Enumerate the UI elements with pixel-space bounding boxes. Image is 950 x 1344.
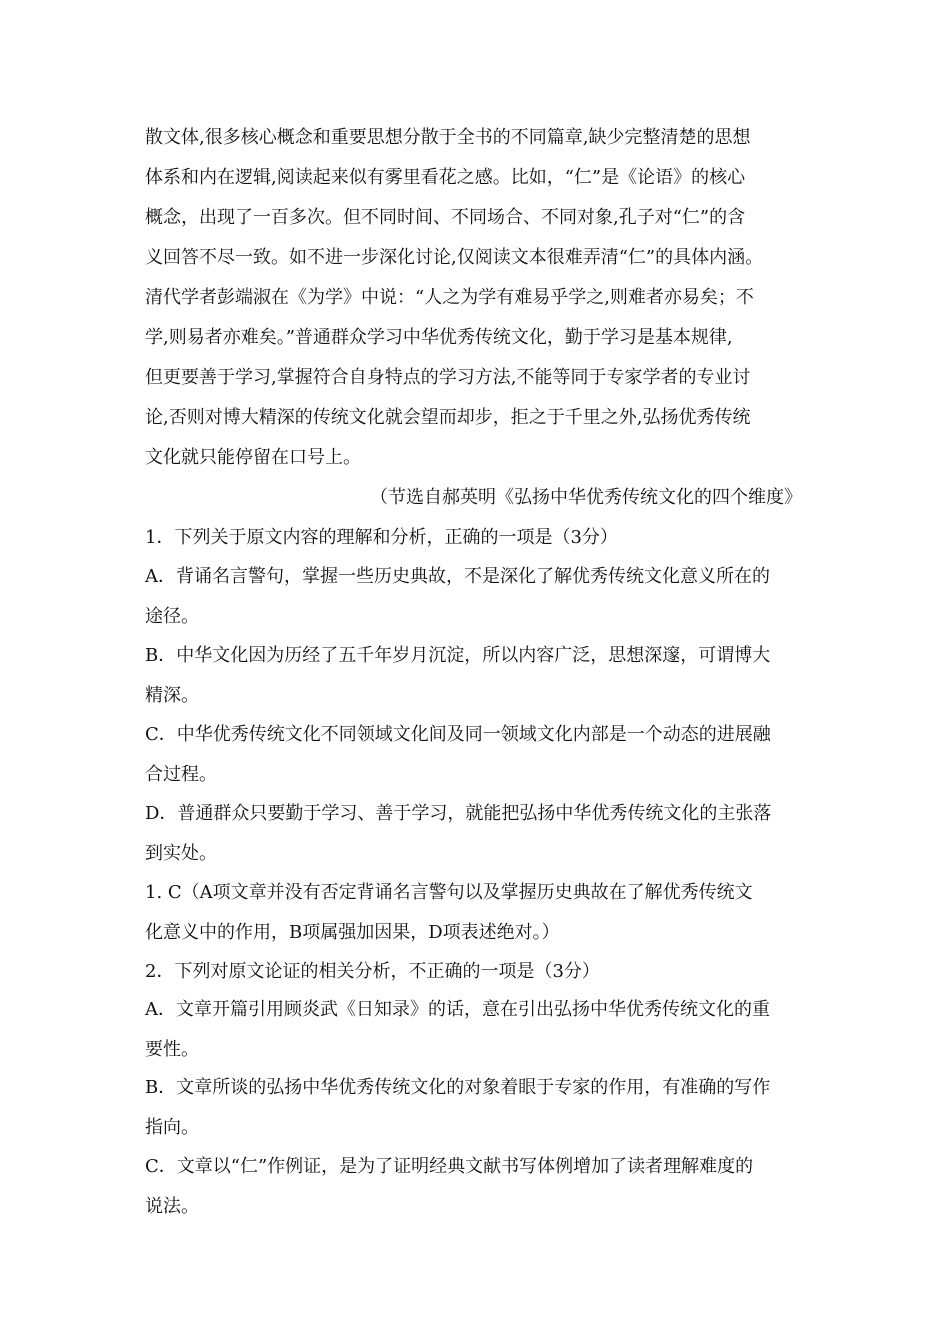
passage-line: 但更要善于学习,掌握符合自身特点的学习方法,不能等同于专家学者的专业讨 xyxy=(145,367,751,388)
question-1-option-d-cont: 到实处。 xyxy=(145,843,217,864)
question-1-option-a: A．背诵名言警句，掌握一些历史典故，不是深化了解优秀传统文化意义所在的 xyxy=(145,566,770,587)
question-1-option-b: B．中华文化因为历经了五千年岁月沉淀，所以内容广泛，思想深邃，可谓博大 xyxy=(145,645,771,666)
question-2-option-c-cont: 说法。 xyxy=(145,1196,199,1217)
question-1-stem: 1．下列关于原文内容的理解和分析，正确的一项是（3分） xyxy=(145,527,618,548)
passage-source: （节选自郝英明《弘扬中华优秀传统文化的四个维度》 xyxy=(370,487,802,508)
question-2-option-b-cont: 指向。 xyxy=(145,1117,199,1138)
passage-line: 清代学者彭端淑在《为学》中说：“人之为学有难易乎学之,则难者亦易矣；不 xyxy=(145,287,754,308)
question-2-option-c: C．文章以“仁”作例证，是为了证明经典文献书写体例增加了读者理解难度的 xyxy=(145,1156,754,1177)
passage-line: 文化就只能停留在口号上。 xyxy=(145,447,361,468)
question-1-option-c-cont: 合过程。 xyxy=(145,764,217,785)
question-1-answer-cont: 化意义中的作用，B项属强加因果，D项表述绝对。） xyxy=(145,922,560,943)
question-2-stem: 2．下列对原文论证的相关分析，不正确的一项是（3分） xyxy=(145,961,600,982)
question-2-option-b: B．文章所谈的弘扬中华优秀传统文化的对象着眼于专家的作用，有准确的写作 xyxy=(145,1077,771,1098)
passage-line: 散文体,很多核心概念和重要思想分散于全书的不同篇章,缺少完整清楚的思想 xyxy=(145,127,751,148)
passage-line: 体系和内在逻辑,阅读起来似有雾里看花之感。比如，“仁”是《论语》的核心 xyxy=(145,167,746,188)
passage-line: 义回答不尽一致。如不进一步深化讨论,仅阅读文本很难弄清“仁”的具体内涵。 xyxy=(145,247,764,268)
question-1-option-a-cont: 途径。 xyxy=(145,606,199,627)
passage-line: 概念，出现了一百多次。但不同时间、不同场合、不同对象,孔子对“仁”的含 xyxy=(145,207,746,228)
question-1-option-b-cont: 精深。 xyxy=(145,685,199,706)
question-1-option-c: C．中华优秀传统文化不同领域文化间及同一领域文化内部是一个动态的进展融 xyxy=(145,724,771,745)
question-1-option-d: D．普通群众只要勤于学习、善于学习，就能把弘扬中华优秀传统文化的主张落 xyxy=(145,803,772,824)
passage-line: 论,否则对博大精深的传统文化就会望而却步，拒之于千里之外,弘扬优秀传统 xyxy=(145,407,751,428)
question-2-option-a: A．文章开篇引用顾炎武《日知录》的话，意在引出弘扬中华优秀传统文化的重 xyxy=(145,999,770,1020)
question-2-option-a-cont: 要性。 xyxy=(145,1039,199,1060)
question-1-answer: 1. C（A项文章并没有否定背诵名言警句以及掌握历史典故在了解优秀传统文 xyxy=(145,882,753,903)
passage-line: 学,则易者亦难矣。”普通群众学习中华优秀传统文化，勤于学习是基本规律, xyxy=(145,327,733,348)
